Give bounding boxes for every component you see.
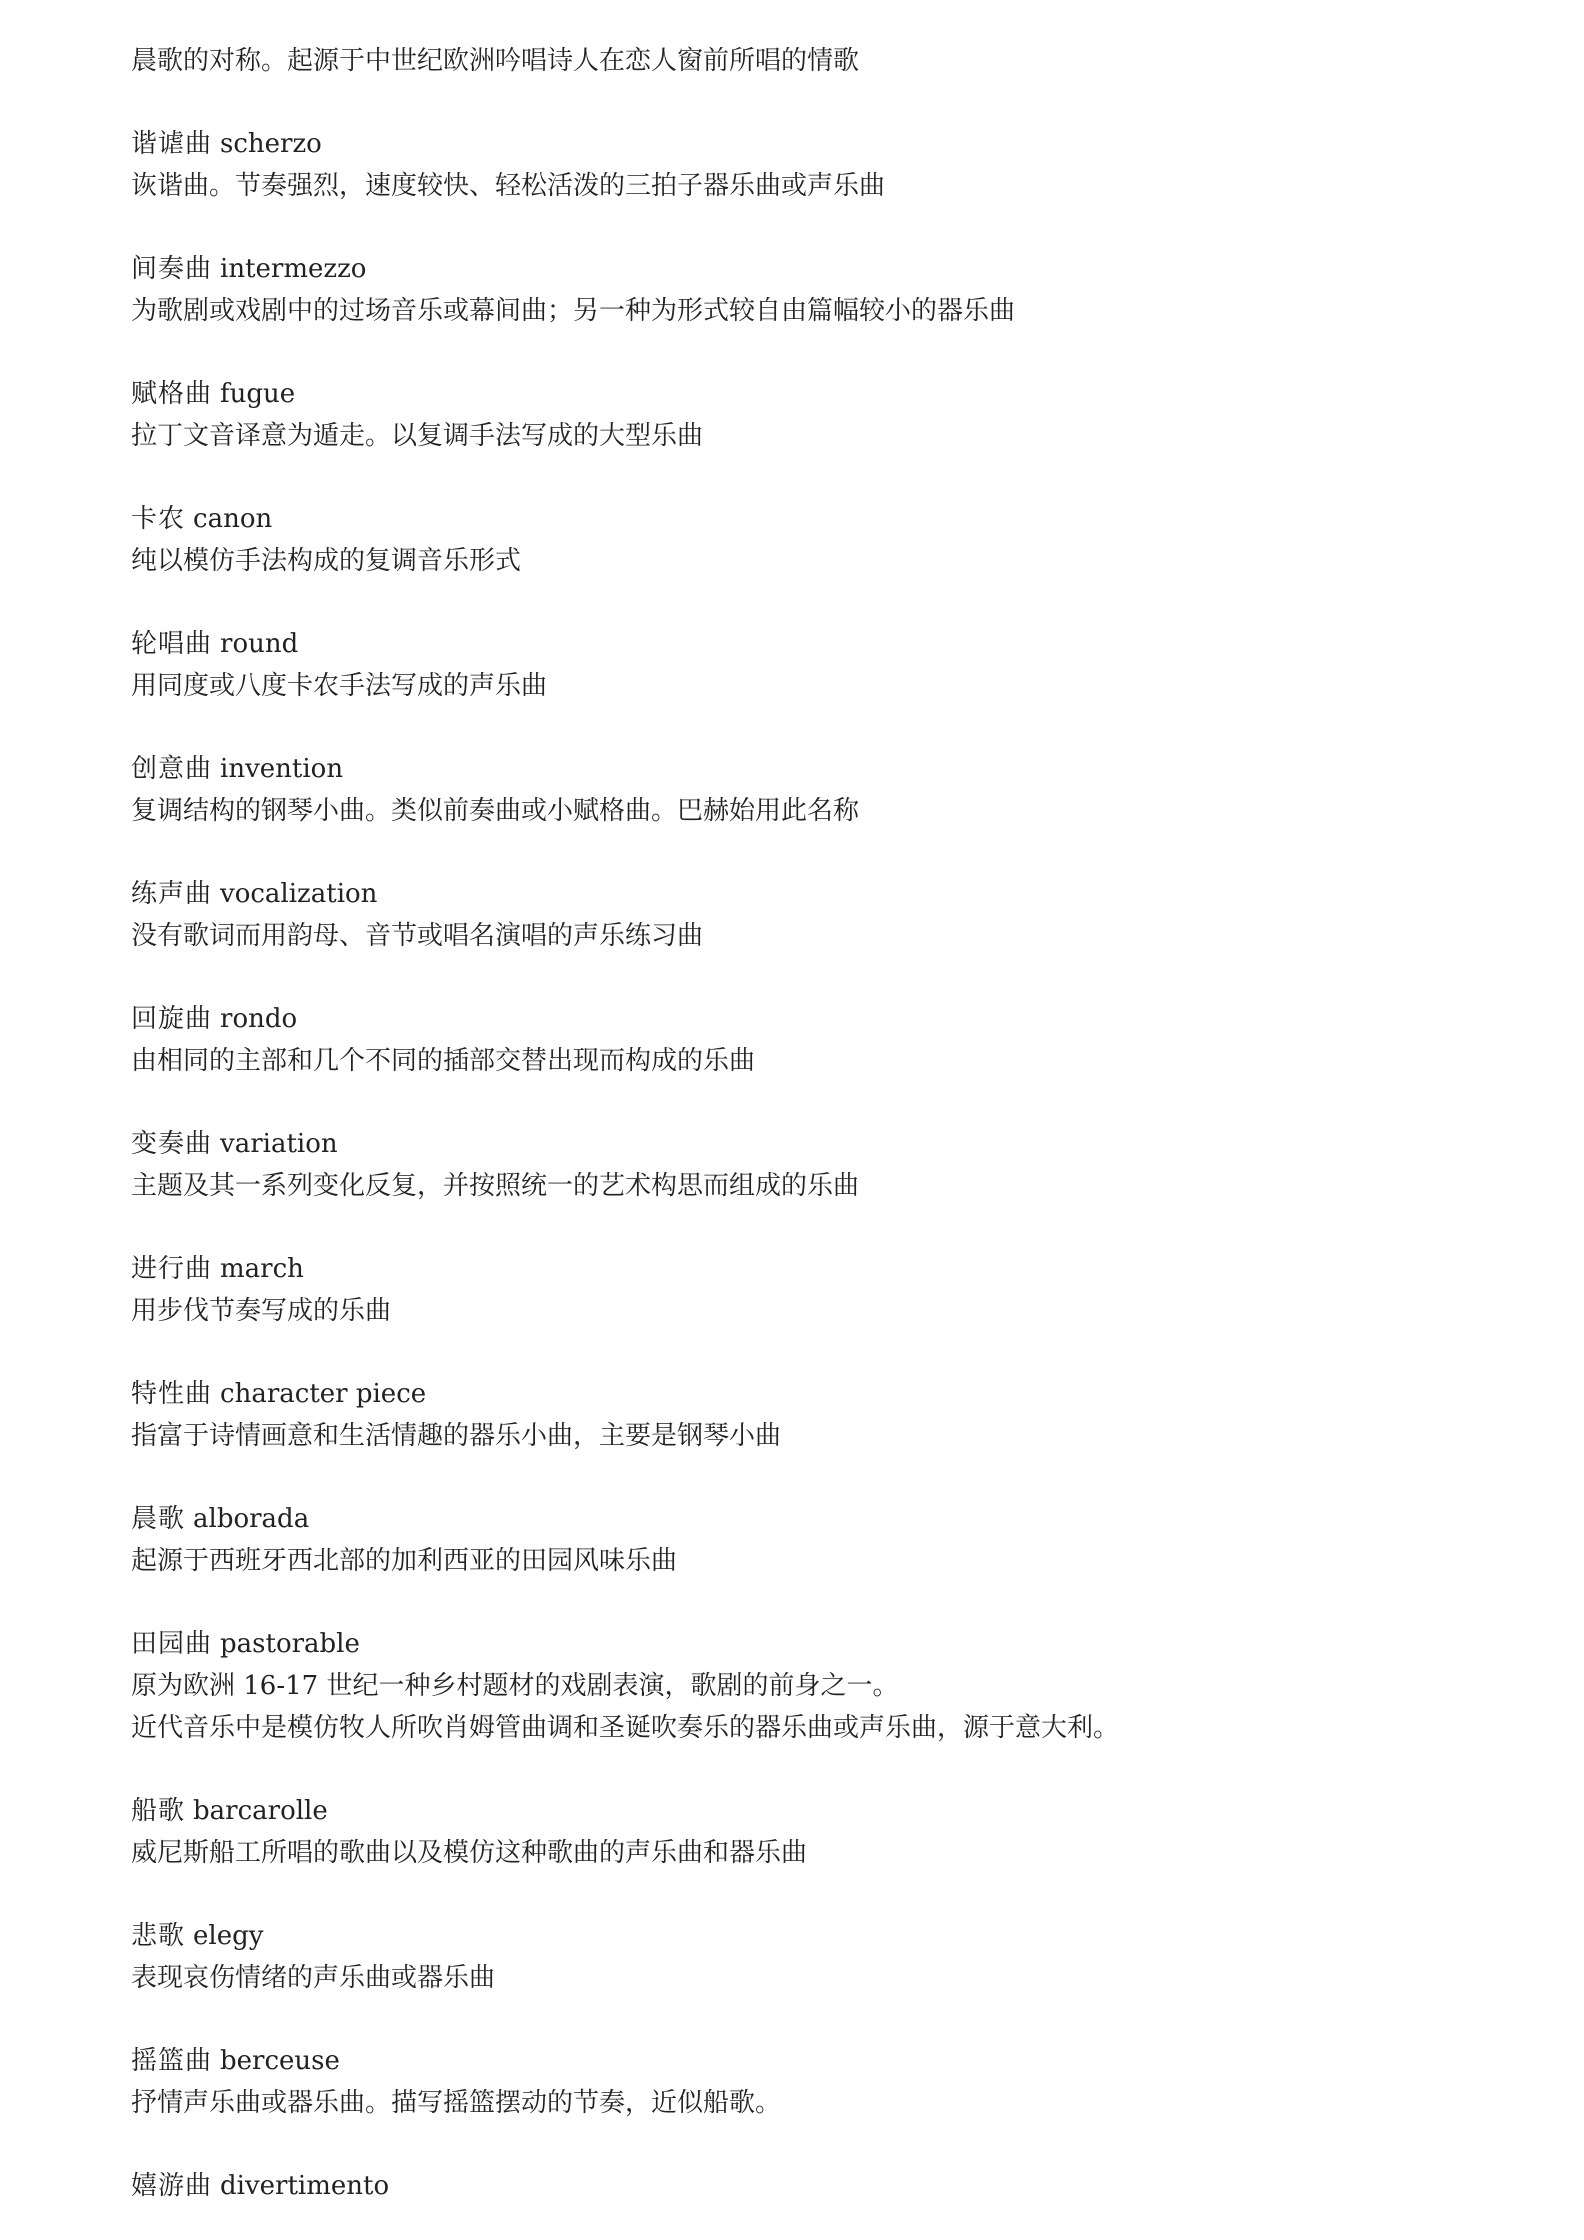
term-chinese: 练声曲 — [131, 879, 213, 909]
entry-term — [131, 248, 1511, 290]
term-definition: 用步伐节奏写成的乐曲 — [131, 1296, 392, 1326]
entry-term — [131, 1498, 1511, 1540]
term-chinese: 摇篮曲 — [131, 2046, 213, 2076]
term-english: canon — [193, 504, 273, 534]
term-definition: 复调结构的钢琴小曲。类似前奏曲或小赋格曲。巴赫始用此名称 — [131, 796, 860, 826]
entry-term — [131, 2165, 1511, 2207]
entry-term — [131, 1123, 1511, 1165]
glossary-entry — [131, 1623, 1511, 1749]
entry-term — [131, 2040, 1511, 2082]
term-english: berceuse — [220, 2046, 340, 2076]
glossary-entry — [131, 2040, 1511, 2124]
term-english: character piece — [220, 1379, 427, 1409]
glossary-entry — [131, 748, 1511, 832]
term-definition: 没有歌词而用韵母、音节或唱名演唱的声乐练习曲 — [131, 921, 704, 951]
glossary-entry — [131, 248, 1511, 332]
term-definition: 指富于诗情画意和生活情趣的器乐小曲，主要是钢琴小曲 — [131, 1421, 782, 1451]
term-definition: 拉丁文音译意为遁走。以复调手法写成的大型乐曲 — [131, 421, 704, 451]
term-english: invention — [220, 754, 344, 784]
term-definition: 用同度或八度卡农手法写成的声乐曲 — [131, 671, 548, 701]
term-english: scherzo — [220, 129, 322, 159]
entry-term — [131, 123, 1511, 165]
term-definition: 主题及其一系列变化反复，并按照统一的艺术构思而组成的乐曲 — [131, 1171, 860, 1201]
term-english: divertimento — [220, 2171, 390, 2201]
term-chinese: 晨歌 — [131, 1504, 186, 1534]
term-definition: 诙谐曲。节奏强烈，速度较快、轻松活泼的三拍子器乐曲或声乐曲 — [131, 171, 886, 201]
entry-term — [131, 1915, 1511, 1957]
glossary-entry — [131, 873, 1511, 957]
glossary-entry — [131, 1123, 1511, 1207]
term-chinese: 嬉游曲 — [131, 2171, 213, 2201]
glossary-entry — [131, 498, 1511, 582]
entry-term — [131, 1790, 1511, 1832]
term-definition: 起源于西班牙西北部的加利西亚的田园风味乐曲 — [131, 1546, 678, 1576]
term-definition: 纯以模仿手法构成的复调音乐形式 — [131, 546, 522, 576]
glossary-entry — [131, 1373, 1511, 1457]
term-english: rondo — [220, 1004, 298, 1034]
term-english: fugue — [220, 379, 296, 409]
term-chinese: 赋格曲 — [131, 379, 213, 409]
term-chinese: 田园曲 — [131, 1629, 213, 1659]
entry-term — [131, 623, 1511, 665]
term-chinese: 卡农 — [131, 504, 186, 534]
term-definition: 为歌剧或戏剧中的过场音乐或幕间曲；另一种为形式较自由篇幅较小的器乐曲 — [131, 296, 1016, 326]
term-chinese: 间奏曲 — [131, 254, 213, 284]
term-english: elegy — [193, 1921, 264, 1951]
term-chinese: 回旋曲 — [131, 1004, 213, 1034]
glossary-entry — [131, 1790, 1511, 1874]
term-english: barcarolle — [193, 1796, 328, 1826]
term-definition: 由相同的主部和几个不同的插部交替出现而构成的乐曲 — [131, 1046, 756, 1076]
term-english: pastorable — [220, 1629, 360, 1659]
glossary-entry — [131, 1498, 1511, 1582]
entry-term — [131, 1373, 1511, 1415]
entry-term — [131, 498, 1511, 540]
intro-text: 晨歌的对称。起源于中世纪欧洲吟唱诗人在恋人窗前所唱的情歌 — [131, 46, 860, 76]
term-english: intermezzo — [220, 254, 367, 284]
term-chinese: 轮唱曲 — [131, 629, 213, 659]
glossary-entry — [131, 373, 1511, 457]
entry-term — [131, 1623, 1511, 1665]
term-english: alborada — [193, 1504, 310, 1534]
term-english: variation — [220, 1129, 338, 1159]
term-english: march — [220, 1254, 304, 1284]
entry-term — [131, 998, 1511, 1040]
entry-term — [131, 373, 1511, 415]
entry-term — [131, 748, 1511, 790]
term-chinese: 创意曲 — [131, 754, 213, 784]
glossary-entry — [131, 623, 1511, 707]
term-english: vocalization — [220, 879, 378, 909]
term-definition: 威尼斯船工所唱的歌曲以及模仿这种歌曲的声乐曲和器乐曲 — [131, 1838, 808, 1868]
glossary-entry — [131, 1248, 1511, 1332]
entry-term — [131, 1248, 1511, 1290]
glossary-entry — [131, 1915, 1511, 1999]
term-chinese: 悲歌 — [131, 1921, 186, 1951]
glossary-page — [131, 40, 1511, 2207]
term-chinese: 谐谑曲 — [131, 129, 213, 159]
term-definition: 抒情声乐曲或器乐曲。描写摇篮摆动的节奏，近似船歌。 — [131, 2088, 782, 2118]
term-chinese: 进行曲 — [131, 1254, 213, 1284]
term-definition: 原为欧洲 16-17 世纪一种乡村题材的戏剧表演，歌剧的前身之一。 — [131, 1671, 899, 1701]
term-english: round — [220, 629, 299, 659]
term-chinese: 特性曲 — [131, 1379, 213, 1409]
glossary-entry — [131, 123, 1511, 207]
glossary-entry — [131, 998, 1511, 1082]
term-definition: 近代音乐中是模仿牧人所吹肖姆管曲调和圣诞吹奏乐的器乐曲或声乐曲，源于意大利。 — [131, 1713, 1120, 1743]
term-chinese: 变奏曲 — [131, 1129, 213, 1159]
term-chinese: 船歌 — [131, 1796, 186, 1826]
term-definition: 表现哀伤情绪的声乐曲或器乐曲 — [131, 1963, 496, 1993]
entry-list — [131, 123, 1511, 2207]
glossary-entry — [131, 2165, 1511, 2207]
entry-term — [131, 873, 1511, 915]
